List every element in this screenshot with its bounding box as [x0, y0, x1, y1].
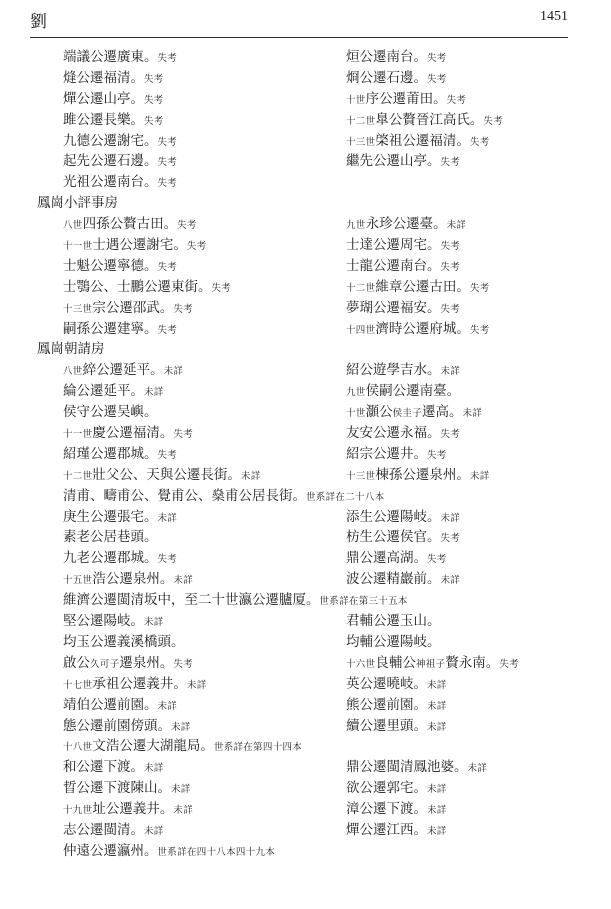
- entry-row: [0, 673, 611, 694]
- annotation-text: 失考: [469, 136, 490, 148]
- entry-row: [0, 192, 611, 213]
- left-entry: [63, 171, 177, 194]
- left-entry: [63, 359, 183, 382]
- annotation-text: 八世: [63, 366, 83, 378]
- right-entry: [346, 694, 447, 717]
- entry-text: 燀公遷江西。: [346, 821, 427, 838]
- genealogy-entries: [0, 46, 611, 861]
- annotation-text: 十二世: [63, 470, 93, 482]
- entry-text: 夢瑚公遷福安。: [346, 299, 441, 316]
- annotation-text: 十七世: [63, 679, 93, 691]
- annotation-text: 十三世: [63, 303, 93, 315]
- left-entry: [63, 213, 197, 236]
- left-entry: [63, 380, 164, 403]
- entry-text: 和公遷下渡。: [63, 759, 144, 776]
- entry-text: 續公遷里頭。: [346, 717, 427, 734]
- entry-text: 烜公遷南台。: [346, 49, 427, 65]
- right-entry: [346, 150, 460, 173]
- annotation-text: 十四世: [346, 324, 376, 336]
- annotation-text: 未詳: [462, 408, 483, 420]
- section-heading: [37, 192, 118, 213]
- annotation-text: 十九世: [63, 805, 93, 817]
- annotation-text: 未詳: [173, 805, 194, 817]
- entry-text: 枋生公遷侯官。: [346, 529, 441, 546]
- entry-text: 清甫、疇甫公、覺甫公、燊甫公居長街。: [63, 487, 306, 504]
- right-entry: [346, 819, 447, 842]
- header-rule: [30, 37, 568, 38]
- entry-text: 壯父公、天與公遷長街。: [92, 466, 241, 483]
- entry-text: 四孫公贅古田。: [82, 216, 178, 233]
- entry-text: 漳公遷下渡。: [346, 801, 427, 818]
- entry-row: [0, 485, 611, 506]
- right-entry: [346, 380, 460, 403]
- left-entry: [63, 318, 177, 341]
- annotation-text: 失考: [157, 53, 178, 64]
- entry-text: 序公遷莆田。: [365, 90, 447, 107]
- right-entry: [346, 798, 447, 821]
- entry-text: 宗公遷邵武。: [92, 299, 174, 316]
- annotation-text: 失考: [483, 115, 504, 127]
- annotation-text: 未詳: [240, 470, 261, 482]
- entry-text: 濟時公遷府城。: [375, 320, 470, 337]
- entry-text: 均輔公遷陽岐。: [346, 633, 441, 650]
- right-entry: [346, 715, 447, 738]
- entry-text: 繼先公遷山亭。: [346, 153, 441, 170]
- annotation-text: 失考: [469, 324, 490, 336]
- right-entry: [346, 756, 487, 779]
- right-entry: [346, 547, 447, 570]
- entry-row: [0, 338, 611, 359]
- entry-row: [0, 276, 611, 297]
- entry-text: 臯公贅晉江高氏。: [375, 111, 484, 128]
- left-entry: [63, 234, 207, 257]
- annotation-text: 未詳: [144, 763, 164, 775]
- entry-text: 紹公遊學吉水。: [346, 362, 441, 379]
- annotation-text: 未詳: [440, 575, 461, 587]
- entry-text: 遷泉州。: [119, 654, 174, 671]
- entry-text: 英公遷曉岐。: [346, 675, 427, 692]
- right-entry: [346, 255, 460, 278]
- right-entry: [346, 318, 490, 341]
- left-entry: [63, 631, 185, 652]
- annotation-text: 失考: [427, 449, 447, 461]
- annotation-text: 未詳: [157, 700, 178, 712]
- entry-row: [0, 401, 611, 422]
- right-entry: [346, 67, 447, 90]
- entry-text: 維章公遷古田。: [375, 278, 470, 295]
- left-entry: [63, 506, 177, 529]
- entry-row: [0, 506, 611, 527]
- annotation-text: 未詳: [171, 721, 191, 733]
- annotation-text: 失考: [173, 658, 194, 670]
- right-entry: [346, 401, 482, 424]
- entry-text: 侯嗣公遷南臺。: [365, 383, 461, 400]
- entry-text: 鳳崗朝請房: [37, 341, 105, 358]
- entry-text: 文浩公遷大湖龍局。: [92, 738, 214, 755]
- entry-text: 紹瑾公遷郡城。: [63, 445, 158, 462]
- entry-text: 灝公: [365, 404, 393, 421]
- annotation-text: 失考: [499, 658, 519, 670]
- entry-row: [0, 735, 611, 756]
- entry-text: 熊公遷前園。: [346, 696, 427, 713]
- entry-row: [0, 715, 611, 736]
- entry-row: [0, 840, 611, 861]
- entry-text: 鼎公遷高湖。: [346, 550, 427, 567]
- entry-text: 士魁公遷寧德。: [63, 257, 158, 274]
- annotation-text: 失考: [469, 282, 490, 294]
- entry-row: [0, 297, 611, 318]
- annotation-text: 失考: [440, 533, 461, 545]
- entry-text: 鳳崗小評事房: [37, 195, 118, 212]
- entry-text: 棨祖公遷福清。: [375, 132, 470, 149]
- left-entry: [63, 819, 164, 842]
- annotation-text: 失考: [144, 115, 164, 127]
- right-entry: [346, 297, 460, 320]
- annotation-text: 十世: [346, 94, 366, 106]
- annotation-text: 十二世: [346, 282, 376, 294]
- left-entry: [63, 715, 191, 738]
- annotation-text: 久可子: [90, 658, 120, 670]
- annotation-text: 未詳: [144, 387, 164, 399]
- right-entry: [346, 443, 447, 466]
- annotation-text: 失考: [157, 449, 178, 461]
- entry-text: 士達公遷周宅。: [346, 237, 441, 254]
- entry-text: 慶公遷福清。: [92, 425, 174, 442]
- annotation-text: 未詳: [173, 575, 194, 587]
- left-entry: [63, 464, 261, 487]
- annotation-text: 未詳: [163, 366, 184, 378]
- annotation-text: 世系詳在二十八本: [306, 491, 385, 503]
- full-line-entry: [63, 840, 275, 863]
- annotation-text: 未詳: [427, 784, 447, 796]
- left-entry: [63, 422, 193, 445]
- left-entry: [63, 130, 177, 153]
- annotation-text: 失考: [440, 429, 461, 441]
- entry-row: [0, 526, 611, 547]
- entry-text: 鼎公遷閩清鳳池婆。: [346, 759, 468, 776]
- entry-row: [0, 547, 611, 568]
- right-entry: [346, 130, 490, 153]
- entry-text: 址公遷義井。: [92, 801, 174, 818]
- annotation-text: 十三世: [346, 136, 376, 148]
- annotation-text: 失考: [173, 303, 194, 315]
- annotation-text: 十六世: [346, 658, 376, 670]
- left-entry: [63, 46, 177, 69]
- entry-text: 仲遠公遷瀛州。: [63, 842, 158, 859]
- entry-row: [0, 631, 611, 652]
- annotation-text: 失考: [173, 429, 194, 441]
- right-entry: [346, 652, 519, 675]
- entry-text: 遷高。: [422, 404, 463, 421]
- right-entry: [346, 46, 447, 69]
- annotation-text: 十五世: [63, 575, 93, 587]
- entry-text: 欲公遷郭宅。: [346, 780, 427, 797]
- entry-row: [0, 234, 611, 255]
- entry-text: 侯守公遷吴嶼。: [63, 404, 158, 421]
- annotation-text: 未詳: [427, 679, 447, 691]
- right-entry: [346, 610, 441, 631]
- annotation-text: 未詳: [440, 366, 461, 378]
- entry-row: [0, 652, 611, 673]
- entry-row: [0, 130, 611, 151]
- right-entry: [346, 422, 460, 445]
- entry-text: 九老公遷郡城。: [63, 550, 158, 567]
- annotation-text: 失考: [440, 303, 461, 315]
- entry-row: [0, 255, 611, 276]
- left-entry: [63, 756, 164, 779]
- entry-row: [0, 171, 611, 192]
- entry-text: 波公遷精巖前。: [346, 571, 441, 588]
- right-entry: [346, 631, 441, 652]
- annotation-text: 未詳: [427, 721, 447, 733]
- annotation-text: 未詳: [469, 470, 490, 482]
- entry-row: [0, 380, 611, 401]
- left-entry: [63, 798, 193, 821]
- left-entry: [63, 777, 191, 800]
- annotation-text: 神祖子: [415, 658, 446, 670]
- annotation-text: 未詳: [144, 825, 164, 837]
- entry-row: [0, 67, 611, 88]
- annotation-text: 失考: [427, 73, 447, 85]
- entry-text: 友安公遷永福。: [346, 425, 441, 442]
- entry-text: 光祖公遷南台。: [63, 174, 158, 191]
- right-entry: [346, 777, 447, 800]
- annotation-text: 失考: [186, 241, 207, 253]
- entry-row: [0, 798, 611, 819]
- entry-text: 均玉公遷義溪橋頭。: [63, 633, 185, 650]
- annotation-text: 十八世: [63, 742, 93, 754]
- annotation-text: 侯圭子: [392, 408, 423, 420]
- entry-text: 堅公遷陽岐。: [63, 613, 144, 630]
- entry-row: [0, 464, 611, 485]
- entry-text: 靖伯公遷前園。: [63, 696, 158, 713]
- entry-text: 士龍公遷南台。: [346, 257, 441, 274]
- left-entry: [63, 276, 231, 299]
- annotation-text: 失考: [157, 136, 178, 148]
- annotation-text: 失考: [211, 282, 232, 294]
- annotation-text: 未詳: [186, 679, 207, 691]
- annotation-text: 失考: [427, 554, 447, 566]
- entry-text: 燀公遷山亭。: [63, 90, 144, 107]
- annotation-text: 八世: [63, 220, 83, 232]
- right-entry: [346, 506, 460, 529]
- entry-text: 晢公遷下渡陳山。: [63, 780, 171, 797]
- entry-text: 啟公: [63, 654, 90, 671]
- entry-text: 嗣孫公遷建寧。: [63, 320, 158, 337]
- left-entry: [63, 547, 177, 570]
- entry-row: [0, 213, 611, 234]
- annotation-text: 失考: [144, 73, 164, 85]
- entry-text: 庚生公遷張宅。: [63, 508, 158, 525]
- annotation-text: 世系詳在四十八本四十九本: [157, 846, 276, 858]
- right-entry: [346, 568, 460, 591]
- annotation-text: 世系詳在第四十四本: [213, 742, 303, 754]
- entry-row: [0, 359, 611, 380]
- entry-row: [0, 46, 611, 67]
- entry-text: 贅永南。: [445, 654, 500, 671]
- entry-row: [0, 694, 611, 715]
- full-line-entry: [63, 485, 384, 508]
- left-entry: [63, 297, 193, 320]
- right-entry: [346, 673, 447, 696]
- entry-row: [0, 88, 611, 109]
- left-entry: [63, 255, 177, 278]
- entry-text: 熢公遷福清。: [63, 69, 144, 86]
- annotation-text: 失考: [427, 53, 447, 64]
- annotation-text: 失考: [157, 261, 178, 273]
- right-entry: [346, 276, 490, 299]
- entry-text: 士鶚公、士鵬公遷東街。: [63, 278, 212, 295]
- entry-text: 志公遷閩清。: [63, 821, 144, 838]
- annotation-text: 未詳: [440, 512, 461, 524]
- annotation-text: 十世: [346, 408, 366, 420]
- entry-row: [0, 777, 611, 798]
- annotation-text: 世系詳在第三十五本: [319, 596, 408, 608]
- annotation-text: 十一世: [63, 241, 93, 253]
- entry-text: 紹宗公遷井。: [346, 445, 427, 462]
- annotation-text: 失考: [440, 241, 461, 253]
- left-entry: [63, 443, 177, 466]
- entry-row: [0, 756, 611, 777]
- left-entry: [63, 401, 158, 422]
- left-entry: [63, 67, 164, 90]
- right-entry: [346, 526, 460, 549]
- entry-text: 綷公遷延平。: [82, 362, 164, 379]
- left-entry: [63, 694, 177, 717]
- entry-row: [0, 568, 611, 589]
- entry-text: 綸公遷延平。: [63, 383, 144, 400]
- left-entry: [63, 150, 177, 173]
- entry-text: 起先公遷石邊。: [63, 153, 158, 170]
- annotation-text: 未詳: [171, 784, 191, 796]
- annotation-text: 失考: [440, 157, 461, 169]
- entry-row: [0, 443, 611, 464]
- annotation-text: 十三世: [346, 470, 376, 482]
- annotation-text: 失考: [157, 178, 178, 190]
- entry-text: 浩公遷泉州。: [92, 571, 174, 588]
- annotation-text: 失考: [157, 324, 178, 336]
- entry-row: [0, 819, 611, 840]
- left-entry: [63, 673, 207, 696]
- page-number: 1451: [540, 9, 568, 24]
- entry-text: 維濟公遷閩清坂中，至二十世瀛公遷臚厦。: [63, 592, 320, 609]
- entry-text: 士遇公遷謝宅。: [92, 237, 187, 254]
- entry-text: 態公遷前園傍頭。: [63, 717, 171, 734]
- entry-text: 雎公遷長樂。: [63, 111, 144, 128]
- entry-text: 端議公遷廣東。: [63, 49, 158, 65]
- left-entry: [63, 610, 164, 633]
- right-entry: [346, 109, 503, 132]
- left-entry: [63, 109, 164, 132]
- left-entry: [63, 652, 193, 675]
- entry-text: 棟孫公遷泉州。: [375, 466, 470, 483]
- entry-row: [0, 610, 611, 631]
- full-line-entry: [63, 589, 408, 612]
- entry-text: 九德公遷謝宅。: [63, 132, 158, 149]
- right-entry: [346, 359, 460, 382]
- running-head-surname: 劉: [30, 12, 47, 32]
- annotation-text: 未詳: [144, 617, 164, 629]
- annotation-text: 未詳: [427, 700, 447, 712]
- annotation-text: 失考: [157, 157, 178, 169]
- annotation-text: 失考: [144, 94, 164, 106]
- annotation-text: 十一世: [63, 429, 93, 441]
- entry-text: 承祖公遷義井。: [92, 675, 187, 692]
- left-entry: [63, 526, 158, 547]
- annotation-text: 未詳: [467, 763, 488, 775]
- annotation-text: 十二世: [346, 115, 376, 127]
- annotation-text: 失考: [177, 220, 197, 232]
- entry-text: 君輔公遷玉山。: [346, 613, 441, 630]
- right-entry: [346, 213, 466, 236]
- annotation-text: 九世: [346, 220, 366, 232]
- right-entry: [346, 234, 460, 257]
- entry-text: 烱公遷石邊。: [346, 69, 427, 86]
- annotation-text: 未詳: [427, 805, 447, 817]
- annotation-text: 未詳: [446, 220, 467, 232]
- entry-text: 良輔公: [375, 654, 416, 671]
- section-heading: [37, 338, 105, 359]
- annotation-text: 未詳: [157, 512, 178, 524]
- entry-row: [0, 589, 611, 610]
- annotation-text: 未詳: [427, 825, 447, 837]
- right-entry: [346, 464, 490, 487]
- entry-text: 永珍公遷臺。: [365, 216, 447, 233]
- annotation-text: 九世: [346, 387, 366, 399]
- annotation-text: 失考: [157, 554, 178, 566]
- left-entry: [63, 88, 164, 111]
- entry-row: [0, 150, 611, 171]
- entry-text: 素老公居巷頭。: [63, 529, 158, 546]
- entry-row: [0, 318, 611, 339]
- left-entry: [63, 568, 193, 591]
- full-line-entry: [63, 735, 302, 758]
- entry-row: [0, 422, 611, 443]
- annotation-text: 失考: [440, 261, 461, 273]
- right-entry: [346, 88, 466, 111]
- entry-text: 添生公遷陽岐。: [346, 508, 441, 525]
- entry-row: [0, 109, 611, 130]
- annotation-text: 失考: [446, 94, 467, 106]
